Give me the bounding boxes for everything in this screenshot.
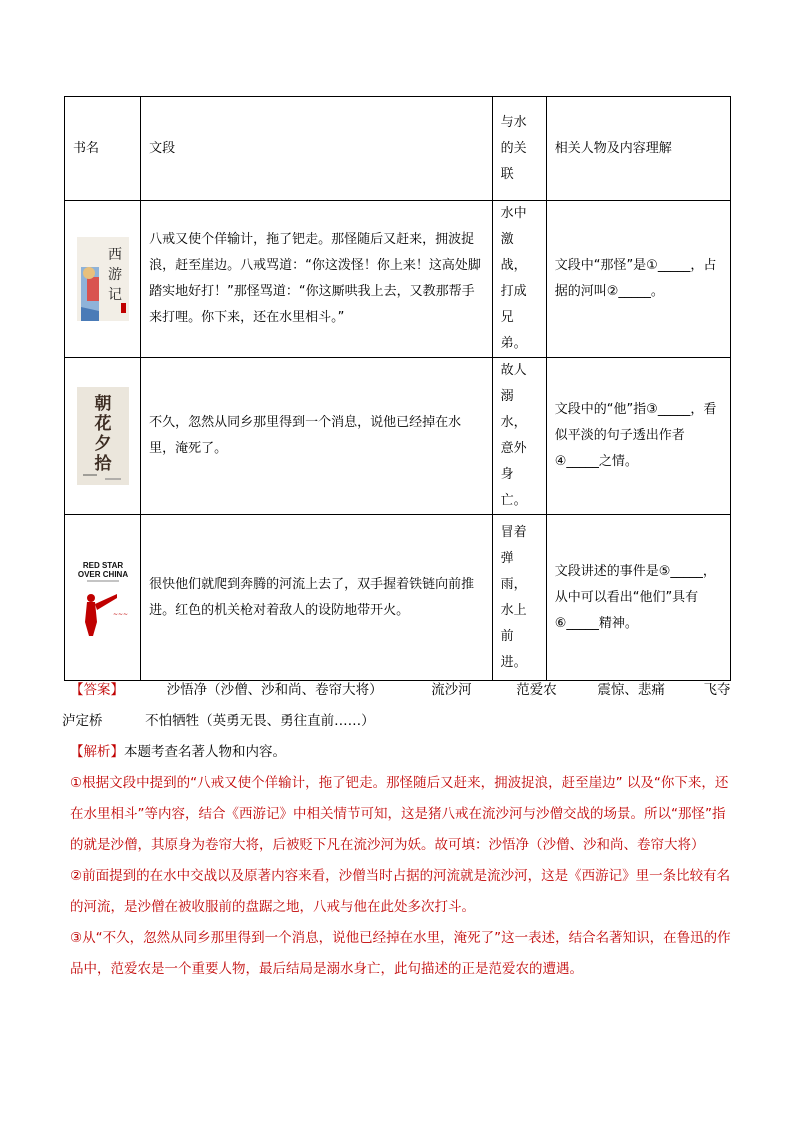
answer-item: 沙悟净（沙僧、沙和尚、卷帘大将） [166,682,383,698]
svg-text:西: 西 [107,247,122,263]
table-row [65,358,731,515]
header-relation: 与水的关联 [500,114,527,182]
passage-text: 很快他们就爬到奔腾的河流上去了，双手握着铁链向前推进。红色的机关枪对着敌人的设防地带开火。 [149,576,475,618]
svg-text:RED STAR: RED STAR [82,560,123,570]
answer-item: 范爱农 [516,682,557,698]
svg-text:~~~: ~~~ [112,610,128,618]
passage-text: 八戒又使个佯输计，拖了钯走。那怪随后又赶来，拥波捉浪，赶至崖边。八戒骂道：“你这泼怪！你上来！这高处脚踏实地好打！”那怪骂道：“你这厮哄我上去，又教那帮手来打哩。你下来，还在水里相斗。” [149,232,481,325]
table-row [65,515,731,681]
svg-text:夕: 夕 [94,434,112,454]
book-cover-red-star [73,556,133,640]
relation-text: 水中激战，打成兄弟。 [500,206,527,351]
analysis-paragraph: ①根据文段中提到的“八戒又使个佯输计，拖了钯走。那怪随后又赶来，拥波捉浪，赶至崖边” 以及“你下来，还在水里相斗”等内容，结合《西游记》中相关情节可知，这是猪八戒在流沙河与沙僧交战的场景。所以“那怪”指的就是沙僧，其原身为卷帘大将，后被贬下凡在流沙河为妖。故可填：沙悟净（沙僧、沙和尚、卷帘大将） [70,775,729,853]
analysis-heading [70,737,734,768]
svg-text:拾: 拾 [94,454,112,474]
understanding-text: 文段中“那怪”是①_____，占据的河叫②_____。 [554,258,717,299]
table-row [65,201,731,358]
header-understanding: 相关人物及内容理解 [554,140,672,156]
analysis-intro: 本题考查名著人物和内容。 [124,744,286,760]
answer-item: 飞夺 [703,682,731,698]
answer-label: 【答案】 [70,682,124,698]
book-cover-morning-flowers [77,387,129,485]
relation-text: 故人溺水，意外身亡。 [500,363,527,508]
table-header-row [65,97,731,201]
svg-text:朝: 朝 [94,394,112,414]
relation-text: 冒着弹雨，水上前进。 [500,524,527,670]
header-book: 书名 [73,140,100,156]
svg-text:OVER CHINA: OVER CHINA [77,569,128,579]
answer-line [62,706,734,737]
svg-text:花: 花 [94,414,112,434]
answer-item: 不怕牺牲（英勇无畏、勇往直前……） [145,713,375,729]
answer-section [62,675,734,985]
passage-text: 不久，忽然从同乡那里得到一个消息，说他已经掉在水里，淹死了。 [149,415,462,456]
svg-text:游: 游 [107,267,122,283]
analysis-label: 【解析】 [70,744,124,760]
reading-table [64,96,731,681]
header-passage: 文段 [149,140,176,156]
analysis-paragraph: ③从“不久，忽然从同乡那里得到一个消息，说他已经掉在水里，淹死了”这一表述，结合名著知识，在鲁迅的作品中，范爱农是一个重要人物，最后结局是溺水身亡，此句描述的正是范爱农的遭遇。 [70,930,731,977]
book-cover-journey-west [77,237,129,321]
understanding-text: 文段中的“他”指③_____，看似平淡的句子透出作者④_____之情。 [554,402,717,469]
answer-item: 泸定桥 [62,713,103,729]
analysis-paragraph: ②前面提到的在水中交战以及原著内容来看，沙僧当时占据的河流就是流沙河，这是《西游记》里一条比较有名的河流，是沙僧在被收服前的盘踞之地，八戒与他在此处多次打斗。 [70,868,731,915]
answer-item: 流沙河 [431,682,472,698]
answer-item: 震惊、悲痛 [597,682,665,698]
svg-text:记: 记 [107,287,122,303]
answer-line [70,675,734,706]
understanding-text: 文段讲述的事件是⑤_____，从中可以看出“他们”具有⑥_____精神。 [554,563,716,631]
